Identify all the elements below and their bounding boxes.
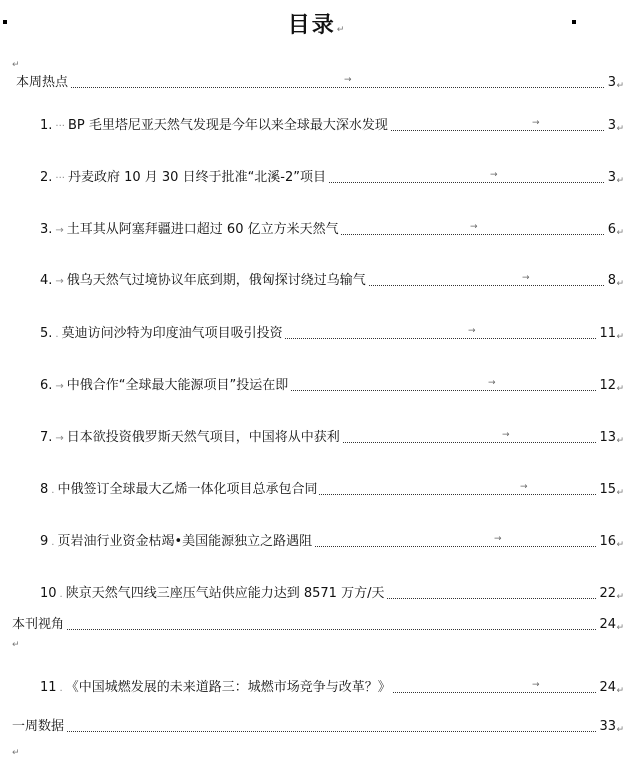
paragraph-mark: ↵ [616,279,624,289]
paragraph-mark: ↵ [616,81,624,91]
entry-number: 10 [40,586,57,601]
page-number: 13 [597,427,616,449]
tab-mark: . [59,589,63,600]
page-number: 15 [597,479,616,501]
page-number: 6 [606,219,616,241]
toc-title [0,8,634,39]
entry-text: 俄乌天然气过境协议年底到期，俄匈探讨绕过乌输气 [66,273,366,288]
toc-entry-5[interactable] [0,323,634,345]
tab-mark: . [55,329,59,340]
format-marker [3,20,7,24]
entry-text: 中俄签订全球最大乙烯一体化项目总承包合同 [57,482,318,497]
paragraph-mark: ↵ [616,725,624,735]
toc-entry-7[interactable] [0,427,634,449]
dot-leader [12,731,604,732]
page-number: 3 [606,115,616,137]
tab-mark: . [51,537,55,548]
toc-entry-3[interactable] [0,219,634,241]
entry-number: 4. [40,273,53,288]
entry-text: 土耳其从阿塞拜疆进口超过 60 亿立方米天然气 [66,222,339,237]
paragraph-mark: ↵ [616,540,624,550]
paragraph-mark: ↵ [336,25,347,35]
paragraph-mark: ↵ [616,176,624,186]
tab-mark: → [522,273,530,283]
tab-mark: → [488,378,496,388]
paragraph-mark: ↵ [12,60,20,70]
page-number: 12 [597,375,616,397]
tab-mark: → [532,680,540,690]
paragraph-mark: ↵ [12,640,20,650]
tab-mark: → [55,433,64,444]
tab-mark: → [520,482,528,492]
entry-number: 7. [40,430,53,445]
paragraph-mark: ↵ [616,488,624,498]
entry-text: 陕京天然气四线三座压气站供应能力达到 8571 万方/天 [65,586,385,601]
paragraph-mark: ↵ [616,623,624,633]
entry-number: 3. [40,222,53,237]
dot-leader [12,629,604,630]
page-number: 24 [597,614,616,636]
entry-number: 5. [40,326,53,341]
entry-text: 《中国城燃发展的未来道路三：城燃市场竞争与改革？》 [65,680,391,695]
paragraph-mark: ↵ [12,748,20,758]
toc-entry-10[interactable] [0,583,634,605]
section-label: 本周热点 [16,72,70,94]
paragraph-mark: ↵ [616,686,624,696]
tab-mark: → [494,534,502,544]
paragraph-mark: ↵ [616,436,624,446]
toc-entry-9[interactable] [0,531,634,553]
page-number: 11 [597,323,616,345]
entry-text: 丹麦政府 10 月 30 日终于批准“北溪-2”项目 [67,170,326,185]
toc-entry-2[interactable] [0,167,634,189]
page-number: 3 [606,72,616,94]
tab-mark: → [55,276,64,287]
tab-mark: → [502,430,510,440]
toc-section-view[interactable] [0,614,634,636]
toc-section-hot[interactable] [0,72,634,94]
entry-number: 8 [40,482,49,497]
paragraph-mark: ↵ [616,384,624,394]
paragraph-mark: ↵ [616,124,624,134]
toc-entry-8[interactable] [0,479,634,501]
toc-title-text: 目录 [287,13,336,38]
section-label: 一周数据 [12,716,66,738]
dot-leader [18,87,604,88]
tab-mark: ··· [55,173,65,184]
tab-mark: → [344,75,352,85]
tab-mark: → [532,118,540,128]
tab-mark: → [490,170,498,180]
entry-text: 莫迪访问沙特为印度油气项目吸引投资 [61,326,283,341]
tab-mark: → [470,222,478,232]
paragraph-mark: ↵ [616,592,624,602]
toc-entry-1[interactable] [0,115,634,137]
toc-entry-6[interactable] [0,375,634,397]
page-number: 24 [597,677,616,699]
tab-mark: → [55,225,64,236]
entry-text: 页岩油行业资金枯竭•美国能源独立之路遇阻 [57,534,313,549]
entry-number: 2. [40,170,53,185]
entry-number: 1. [40,118,53,133]
page-number: 3 [606,167,616,189]
toc-entry-11[interactable] [0,677,634,699]
entry-number: 9 [40,534,49,549]
section-label: 本刊视角 [12,614,66,636]
entry-number: 6. [40,378,53,393]
tab-mark: ··· [55,121,65,132]
entry-text: BP 毛里塔尼亚天然气发现是今年以来全球最大深水发现 [67,118,388,133]
page-number: 8 [606,270,616,292]
page-number: 33 [597,716,616,738]
tab-mark: . [59,683,63,694]
entry-number: 11 [40,680,57,695]
tab-mark: → [468,326,476,336]
paragraph-mark: ↵ [616,332,624,342]
tab-mark: → [55,381,64,392]
paragraph-mark: ↵ [616,228,624,238]
entry-text: 中俄合作“全球最大能源项目”投运在即 [66,378,289,393]
page-number: 16 [597,531,616,553]
toc-entry-4[interactable] [0,270,634,292]
toc-section-data[interactable] [0,716,634,738]
page-number: 22 [597,583,616,605]
entry-text: 日本欲投资俄罗斯天然气项目，中国将从中获利 [66,430,340,445]
format-marker [572,20,576,24]
tab-mark: . [51,485,55,496]
